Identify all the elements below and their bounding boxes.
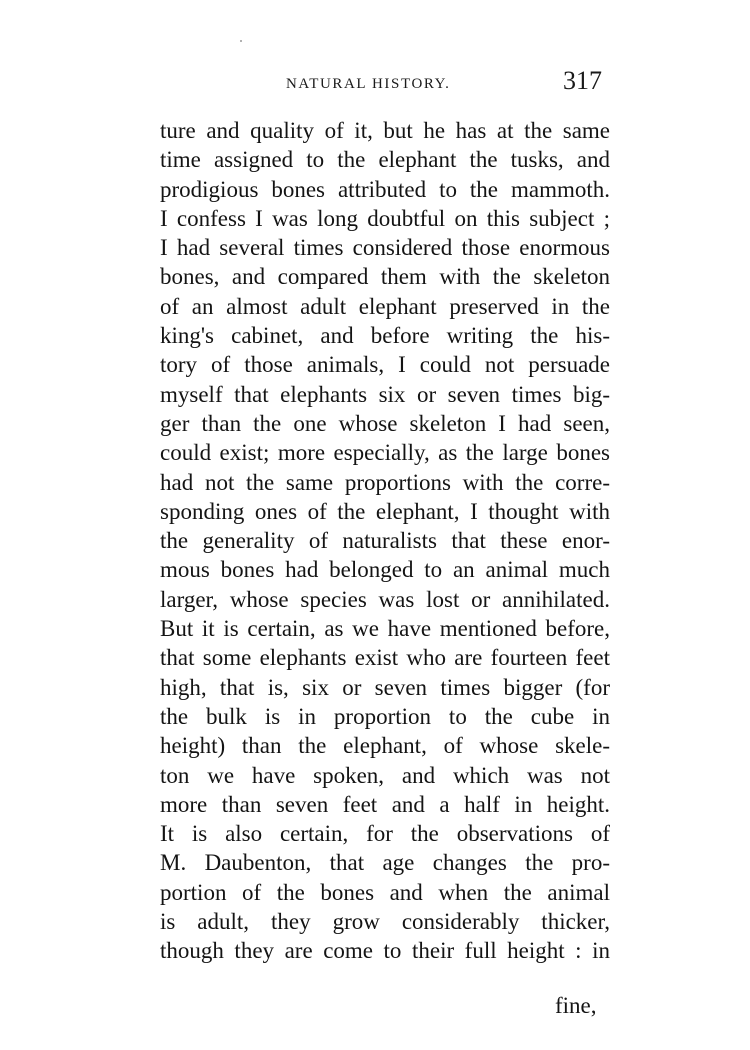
page-number: 317 [563,66,602,95]
text-line: the generality of naturalists that these enor- [160,528,610,554]
text-line: prodigious bones attributed to the mammoth. [160,176,610,202]
text-line: could exist; more especially, as the large bones [160,440,610,466]
text-line: more than seven feet and a half in height. [160,791,610,817]
text-line: sponding ones of the elephant, I thought with [160,498,610,524]
paper-speck [240,40,242,42]
text-line: time assigned to the elephant the tusks, and [160,147,610,173]
text-line: ture and quality of it, but he has at the same [160,118,610,143]
text-line: is adult, they grow considerably thicker, [160,909,610,935]
text-line: myself that elephants six or seven times big- [160,381,610,407]
text-line: tory of those animals, I could not persuade [160,352,610,378]
text-line: that some elephants exist who are fourteen feet [160,645,610,671]
text-line: high, that is, six or seven times bigger (for [160,674,610,700]
text-line: the bulk is in proportion to the cube in [160,703,610,729]
text-line: had not the same proportions with the corre- [160,469,610,495]
text-line: I had several times considered those enormous [160,235,610,261]
text-line: king's cabinet, and before writing the his- [160,323,610,349]
text-line: It is also certain, for the observations of [160,821,610,847]
text-line: ton we have spoken, and which was not [160,762,610,788]
text-line: mous bones had belonged to an animal much [160,557,610,583]
text-line: But it is certain, as we have mentioned before, [160,616,610,642]
text-line: ger than the one whose skeleton I had seen, [160,410,610,436]
text-line: M. Daubenton, that age changes the pro- [160,850,610,876]
text-line: bones, and compared them with the skeleton [160,264,610,290]
body-text [160,116,610,966]
text-line: of an almost adult elephant preserved in the [160,293,610,319]
text-line: I confess I was long doubtful on this subject ; [160,205,610,231]
text-line: larger, whose species was lost or annihilated. [160,586,610,612]
text-line: portion of the bones and when the animal [160,879,610,905]
catchword: fine, [555,993,597,1018]
text-line: height) than the elephant, of whose skele- [160,733,610,759]
running-head: NATURAL HISTORY. [286,76,451,92]
text-line: though they are come to their full height : in [160,938,610,964]
